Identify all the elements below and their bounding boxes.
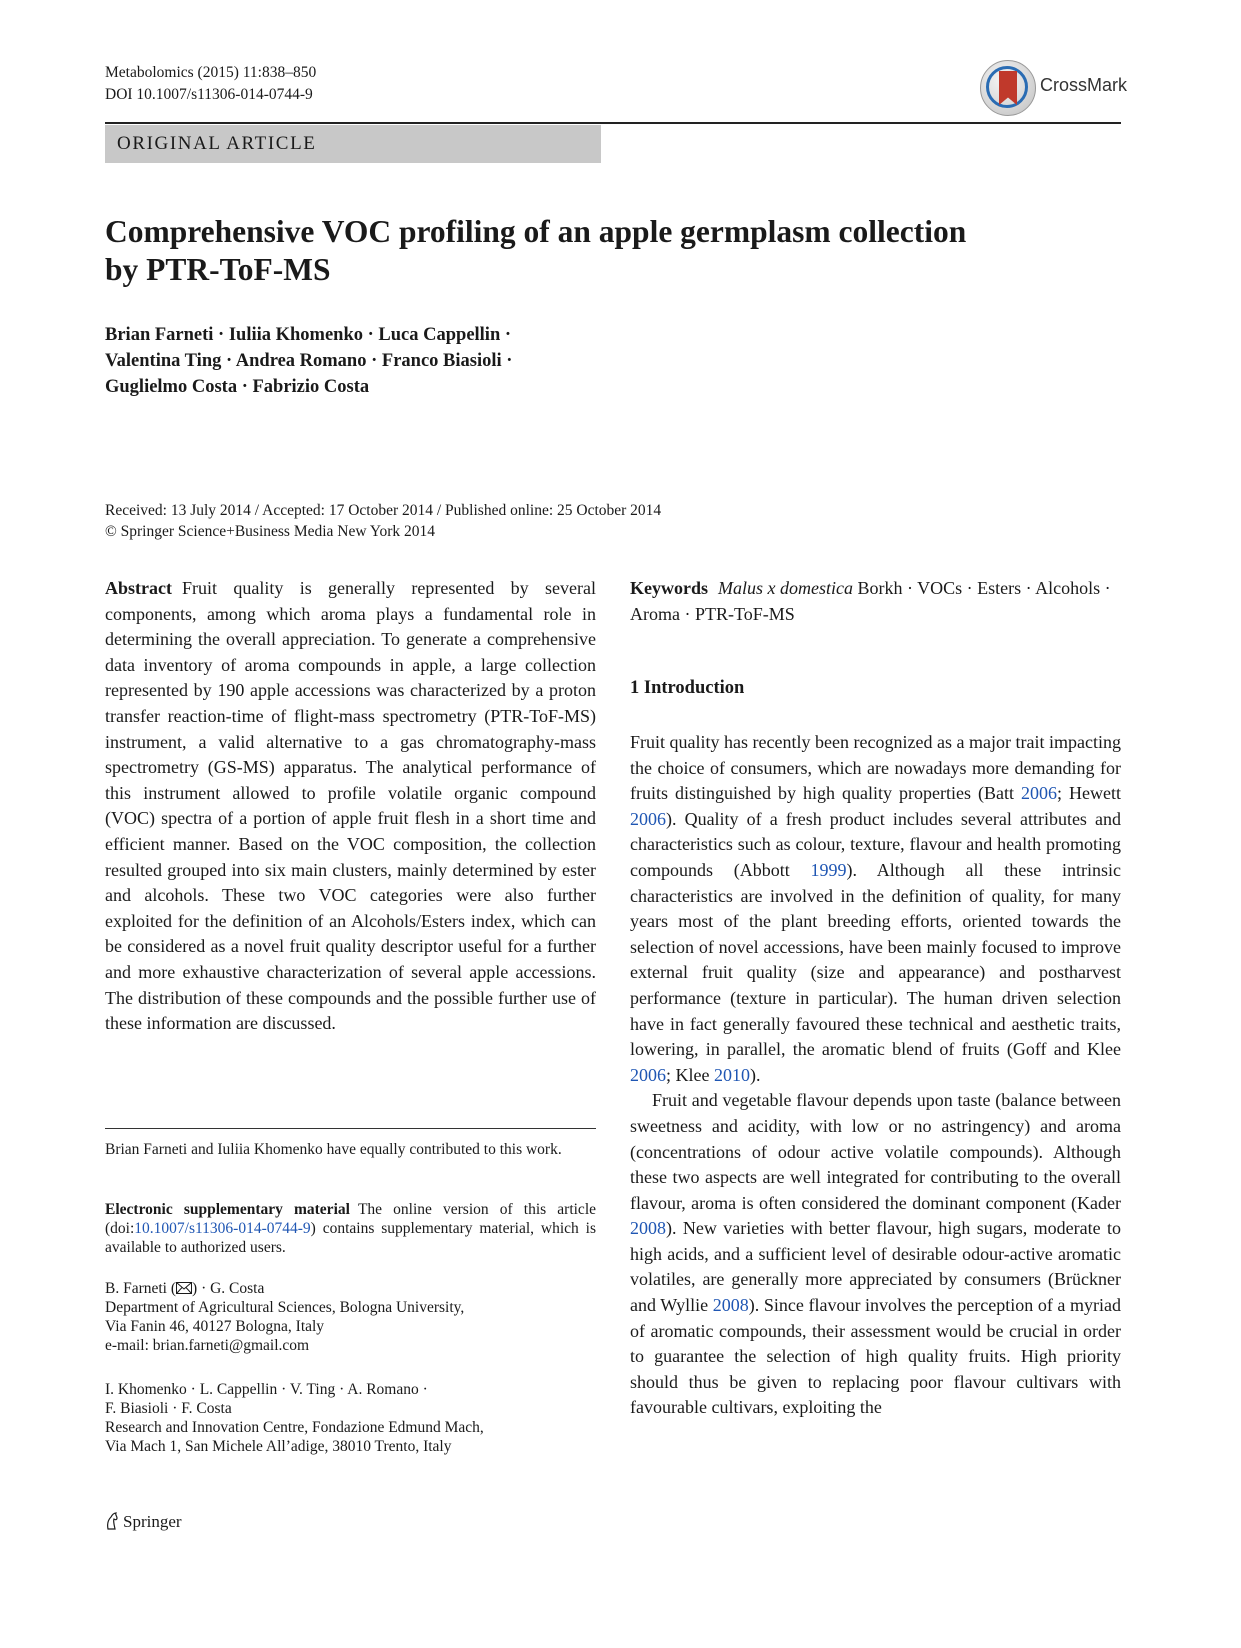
crossmark-badge[interactable] (980, 60, 1130, 122)
keywords-heading: Keywords (630, 578, 708, 598)
springer-horse-icon (105, 1512, 119, 1530)
publisher-name: Springer (123, 1512, 182, 1531)
intro-paragraph-2: Fruit and vegetable flavour depends upon taste (balance between sweetness and acidity, with low or no astringency) and aroma (concentrations of odour active volatile compounds). Although these two aspects are well integrated for contributing to the overall flavour, aroma is often considered the dominant component (Kader 2008). New varieties with better flavour, high sugars, moderate to high acids, and a sufficient level of desirable odour-active aromatic volatiles, are generally more appreciated by consumers (Brückner and Wyllie 2008). Since flavour involves the perception of a myriad of aromatic compounds, their assessment would be crucial in order to guarantee the selection of high quality fruits. High priority should thus be given to replacing poor flavour cultivars with favourable cultivars, exploiting the (630, 1090, 1121, 1418)
affiliation-block-2: I. Khomenko · L. Cappellin · V. Ting · A. Romano · F. Biasioli · F. Costa Research and Innovation Centre, Fondazione Edmund Mach, Via Mach 1, San Michele All’adige, 38010 Trento, Italy (105, 1381, 484, 1455)
article-title-line2: by PTR-ToF-MS (105, 252, 331, 287)
journal-citation (105, 62, 316, 106)
received-accepted-published: Received: 13 July 2014 / Accepted: 17 October 2014 / Published online: 25 October 2014 (105, 502, 662, 519)
author-list (105, 322, 805, 400)
journal-volume-pages: Metabolomics (2015) 11:838–850 (105, 64, 317, 81)
citation-link[interactable]: 2006 (630, 808, 666, 829)
crossmark-label: CrossMark (1040, 75, 1128, 95)
keyword-species: Malus x domestica (718, 578, 853, 598)
citation-link[interactable]: 2008 (712, 1295, 749, 1316)
intro-paragraph-1: Fruit quality has recently been recognized as a major trait impacting the choice of consumers, which are nowadays more demanding for fruits distinguished by high quality properties (Batt 2006; Hewett 2006). Quality of a fresh product includes several attributes and characteristics such as colour, texture, flavour and health promoting compounds (Abbott 1999). Although all these intrinsic characteristics are involved in the definition of quality, for many years most of the plant breeding efforts, oriented towards the selection of novel accessions, have been mainly focused to improve external fruit quality (size and appearance) and postharvest performance (texture in particular). The human driven selection have in fact generally favoured these technical and aesthetic traits, lowering, in parallel, the aromatic blend of fruits (Goff and Klee 2006; Klee 2010). (630, 732, 1121, 1085)
esm-heading: Electronic supplementary material (105, 1201, 350, 1218)
footnote-equal-contribution: Brian Farneti and Iuliia Khomenko have equally contributed to this work. (105, 1141, 562, 1158)
author-line3: Guglielmo Costa · Fabrizio Costa (105, 377, 370, 397)
crossmark-icon (980, 60, 1036, 116)
doi-link[interactable]: 10.1007/s11306-014-0744-9 (134, 1220, 311, 1237)
article-title-line1: Comprehensive VOC profiling of an apple germplasm collection (105, 214, 967, 249)
envelope-icon[interactable] (176, 1282, 192, 1294)
publisher-footer (105, 1511, 182, 1533)
abstract (105, 576, 596, 1037)
citation-link[interactable]: 2006 (630, 1064, 666, 1085)
citation-link[interactable]: 2008 (630, 1218, 666, 1239)
article-type-banner: ORIGINAL ARTICLE (105, 125, 601, 163)
corresponding-email[interactable]: e-mail: brian.farneti@gmail.com (105, 1337, 310, 1354)
author-line2: Valentina Ting · Andrea Romano · Franco Biasioli · (105, 351, 513, 371)
publication-history (105, 500, 1005, 542)
introduction-body (630, 730, 1121, 1421)
keyword-list: Borkh · VOCs · Esters · Alcohols · Aroma · PTR-ToF-MS (630, 578, 1111, 624)
copyright-notice: © Springer Science+Business Media New York 2014 (105, 523, 436, 540)
citation-link[interactable]: 1999 (810, 859, 847, 880)
journal-doi: DOI 10.1007/s11306-014-0744-9 (105, 86, 313, 103)
section-heading-introduction: 1 Introduction (630, 678, 745, 698)
header-divider (105, 122, 1121, 124)
abstract-heading: Abstract (105, 578, 172, 598)
footnote-divider (105, 1128, 596, 1129)
article-title (105, 213, 1085, 289)
citation-link[interactable]: 2010 (713, 1064, 750, 1085)
abstract-text: Fruit quality is generally represented by several components, among which aroma plays a fundamental role in determining the overall appreciation. To generate a comprehensive data inventory of aroma compounds in apple, a large collection represented by 190 apple accessions was characterized by a proton transfer reaction-time of flight-mass spectrometry (PTR-ToF-MS) instrument, a valid alternative to a gas chromatography-mass spectrometry (GS-MS) apparatus. The analytical performance of this instrument allowed to profile volatile organic compound (VOC) spectra of a portion of apple fruit flesh in a short time and efficient manner. Based on the VOC composition, the collection resulted grouped into six main clusters, mainly determined by ester and alcohols. These two VOC categories were also further exploited for the definition of an Alcohols/Esters index, which can be considered as a novel fruit quality descriptor useful for a further and more exhaustive characterization of several apple accessions. The distribution of these compounds and the possible further use of these information are discussed. (105, 578, 596, 1034)
keywords (630, 576, 1121, 627)
author-line1: Brian Farneti · Iuliia Khomenko · Luca Cappellin · (105, 325, 512, 345)
corresponding-author-block: B. Farneti ( ) · G. Costa Department of Agricultural Sciences, Bologna University, Via Fanin 46, 40127 Bologna, Italy e-mail: brian.farneti@gmail.com (105, 1279, 596, 1355)
citation-link[interactable]: 2006 (1021, 783, 1057, 804)
footnote-supplementary: Electronic supplementary material The online version of this article (doi:10.1007/s11306-014-0744-9) contains supplementary material, which is available to authorized users. (105, 1201, 597, 1256)
